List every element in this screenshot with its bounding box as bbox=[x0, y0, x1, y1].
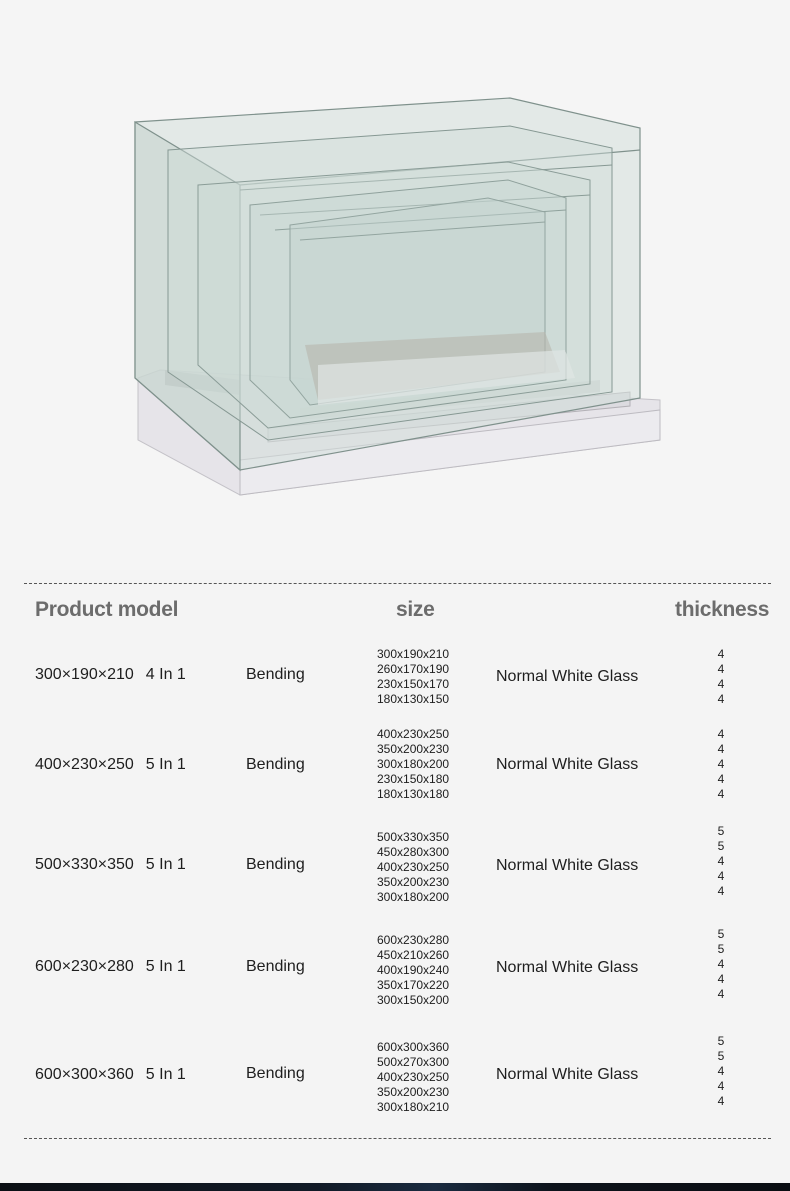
size-item: 400x230x250 bbox=[377, 860, 450, 874]
size-item: 400x230x250 bbox=[377, 727, 450, 741]
size-item: 450x210x260 bbox=[377, 948, 450, 962]
model-cell bbox=[35, 666, 186, 684]
model-pieces: 5 In 1 bbox=[145, 1066, 186, 1083]
model-cell bbox=[35, 1066, 186, 1084]
model-dimensions: 400×230×250 bbox=[35, 756, 134, 773]
thickness-item: 4 bbox=[717, 692, 725, 706]
thickness-cell bbox=[716, 647, 726, 707]
size-item: 350x170x220 bbox=[377, 978, 450, 992]
size-item: 600x230x280 bbox=[377, 933, 450, 947]
thickness-item: 4 bbox=[717, 884, 725, 898]
size-item: 300x180x200 bbox=[377, 890, 450, 904]
thickness-item: 5 bbox=[717, 927, 725, 941]
size-item: 600x300x360 bbox=[377, 1040, 450, 1054]
thickness-item: 4 bbox=[717, 957, 725, 971]
model-dimensions: 600×230×280 bbox=[35, 958, 134, 975]
thickness-item: 5 bbox=[717, 942, 725, 956]
glass-cell: Normal White Glass bbox=[496, 959, 639, 976]
thickness-item: 4 bbox=[717, 647, 725, 661]
header-size: size bbox=[396, 598, 435, 621]
thickness-item: 5 bbox=[717, 839, 725, 853]
size-item: 180x130x150 bbox=[377, 692, 450, 706]
sizes-cell bbox=[377, 647, 449, 707]
header-thickness: thickness bbox=[675, 598, 770, 621]
sizes-cell bbox=[377, 830, 449, 905]
sizes-cell bbox=[377, 727, 449, 802]
size-item: 350x200x230 bbox=[377, 742, 450, 756]
model-cell bbox=[35, 756, 186, 774]
size-item: 350x200x230 bbox=[377, 1085, 450, 1099]
model-pieces: 5 In 1 bbox=[145, 856, 186, 873]
model-cell bbox=[35, 856, 186, 874]
thickness-item: 5 bbox=[717, 1049, 725, 1063]
type-cell: Bending bbox=[246, 856, 305, 873]
thickness-item: 4 bbox=[717, 772, 725, 786]
model-pieces: 4 In 1 bbox=[145, 666, 186, 683]
glass-cell: Normal White Glass bbox=[496, 756, 639, 773]
thickness-item: 4 bbox=[717, 662, 725, 676]
thickness-item: 4 bbox=[717, 677, 725, 691]
type-cell: Bending bbox=[246, 756, 305, 773]
thickness-item: 4 bbox=[717, 1064, 725, 1078]
model-pieces: 5 In 1 bbox=[145, 958, 186, 975]
thickness-item: 4 bbox=[717, 854, 725, 868]
thickness-item: 4 bbox=[717, 787, 725, 801]
size-item: 230x150x170 bbox=[377, 677, 450, 691]
model-cell bbox=[35, 958, 186, 976]
thickness-item: 4 bbox=[717, 742, 725, 756]
thickness-item: 5 bbox=[717, 1034, 725, 1048]
bottom-divider bbox=[24, 1138, 771, 1139]
nested-glass-tanks-illustration bbox=[0, 0, 790, 570]
thickness-cell bbox=[716, 1034, 726, 1109]
size-item: 300x150x200 bbox=[377, 993, 450, 1007]
size-item: 500x330x350 bbox=[377, 830, 450, 844]
size-item: 400x230x250 bbox=[377, 1070, 450, 1084]
sizes-cell bbox=[377, 1040, 449, 1115]
type-cell: Bending bbox=[246, 958, 305, 975]
thickness-item: 4 bbox=[717, 1094, 725, 1108]
glass-cell: Normal White Glass bbox=[496, 668, 639, 685]
size-item: 300x180x200 bbox=[377, 757, 450, 771]
thickness-item: 4 bbox=[717, 757, 725, 771]
type-cell: Bending bbox=[246, 1065, 305, 1082]
thickness-cell bbox=[716, 927, 726, 1002]
header-product-model: Product model bbox=[35, 598, 179, 621]
thickness-cell bbox=[716, 727, 726, 802]
thickness-item: 4 bbox=[717, 1079, 725, 1093]
type-cell: Bending bbox=[246, 666, 305, 683]
thickness-cell bbox=[716, 824, 726, 899]
product-image bbox=[0, 0, 790, 570]
sizes-cell bbox=[377, 933, 449, 1008]
model-dimensions: 600×300×360 bbox=[35, 1066, 134, 1083]
top-divider bbox=[24, 583, 771, 584]
size-item: 300x190x210 bbox=[377, 647, 450, 661]
size-item: 230x150x180 bbox=[377, 772, 450, 786]
thickness-item: 5 bbox=[717, 824, 725, 838]
size-item: 500x270x300 bbox=[377, 1055, 450, 1069]
size-item: 450x280x300 bbox=[377, 845, 450, 859]
thickness-item: 4 bbox=[717, 972, 725, 986]
size-item: 350x200x230 bbox=[377, 875, 450, 889]
model-dimensions: 300×190×210 bbox=[35, 666, 134, 683]
thickness-item: 4 bbox=[717, 727, 725, 741]
model-pieces: 5 In 1 bbox=[145, 756, 186, 773]
size-item: 180x130x180 bbox=[377, 787, 450, 801]
glass-cell: Normal White Glass bbox=[496, 1066, 639, 1083]
size-item: 300x180x210 bbox=[377, 1100, 450, 1114]
thickness-item: 4 bbox=[717, 987, 725, 1001]
size-item: 260x170x190 bbox=[377, 662, 450, 676]
footer-dark-band bbox=[0, 1183, 790, 1191]
size-item: 400x190x240 bbox=[377, 963, 450, 977]
thickness-item: 4 bbox=[717, 869, 725, 883]
glass-cell: Normal White Glass bbox=[496, 857, 639, 874]
model-dimensions: 500×330×350 bbox=[35, 856, 134, 873]
